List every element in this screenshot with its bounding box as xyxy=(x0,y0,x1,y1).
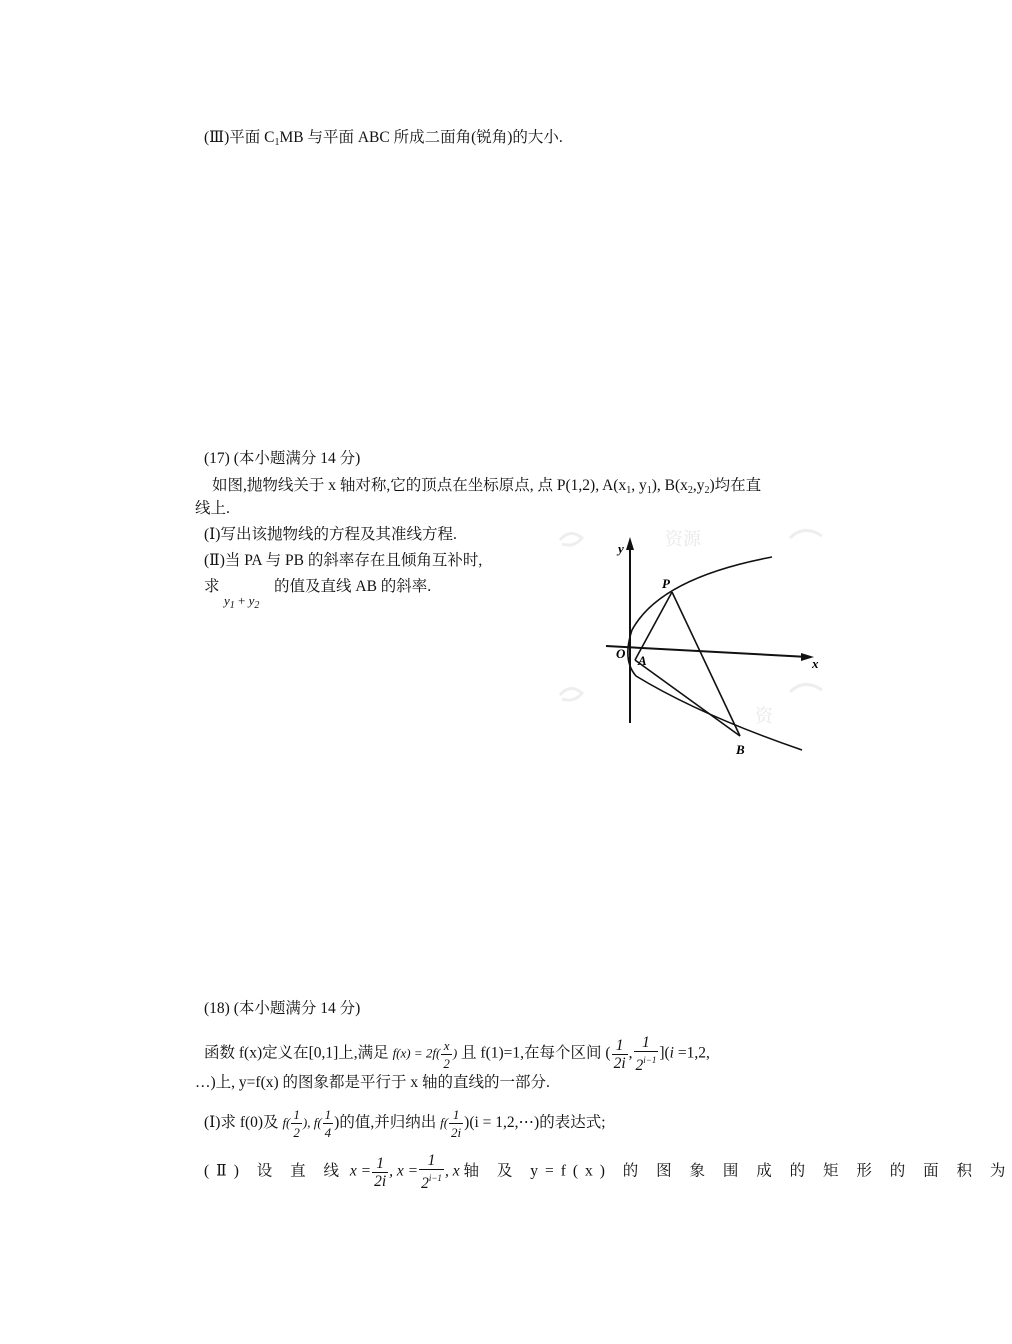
point-P-label: P xyxy=(662,576,670,591)
watermark-swirl xyxy=(560,533,582,545)
watermark-text: 资源 xyxy=(665,529,701,550)
point-A-label: A xyxy=(638,653,647,668)
q17-part1: (Ⅰ)写出该抛物线的方程及其准线方程. xyxy=(204,526,457,543)
q17-intro-line1: 如图,抛物线关于 x 轴对称,它的顶点在坐标原点, 点 P(1,2), $A(x_1$, $y_1$), $B(x_2,y_2)$均在直 xyxy=(212,477,762,496)
watermark-swirl xyxy=(560,688,582,700)
point-B-label: B xyxy=(736,742,745,757)
q17-header: (17) (本小题满分 14 分) xyxy=(204,450,361,467)
q18-part1: (Ⅰ)求 f(0)及 f( $\frac{1}{2}$ ), f( $\frac{1}{4}$ )的值,并归纳出 f( $\frac{1}{2i}$ )(i = 1,2,⋯)的表达式; xyxy=(204,1107,606,1140)
watermark-swirl xyxy=(790,530,822,538)
y-axis-arrow xyxy=(626,537,634,550)
line-AB xyxy=(635,660,740,736)
x-axis-label: x xyxy=(812,656,819,671)
q18-part2: (Ⅱ) 设 直 线 x = $\frac{1}{2i}$ , x = $\frac{1}{2^{i-1}}$ , x 轴 及 y=f(x) 的 图 象 围 成 的 矩 形 的 面 积 为 xyxy=(204,1152,1012,1192)
line-PB xyxy=(672,592,740,736)
watermark-swirl xyxy=(790,684,822,692)
q17-expression: $y_1 + y_2$ xyxy=(224,593,260,611)
q16-part3: (Ⅲ)平面 $C_1MB$ 与平面 ABC 所成二面角(锐角)的大小. xyxy=(204,129,563,148)
q18-line1: 函数 f(x)定义在[0,1]上,满足 f(x) = 2f( $\frac{x}{2}$ ) 且 f(1)=1,在每个区间 ( $\frac{1}{2i}$ , $\frac{1}{2^{i-1}}$ ](i =1,2, xyxy=(204,1034,710,1074)
y-axis-label: y xyxy=(618,541,624,556)
q17-intro-line2: 线上. xyxy=(195,500,230,517)
q17-part2: (Ⅱ)当 PA 与 PB 的斜率存在且倾角互补时, xyxy=(204,552,483,569)
q18-header: (18) (本小题满分 14 分) xyxy=(204,1000,361,1017)
q17-part2-question: 求 xyxy=(204,578,220,595)
q18-line2: …)上, y=f(x) 的图象都是平行于 x 轴的直线的一部分. xyxy=(195,1074,550,1091)
q17-part2-rest: 的值及直线 AB 的斜率. xyxy=(274,578,432,595)
x-axis xyxy=(606,646,808,657)
parabola-curve xyxy=(628,557,802,750)
parabola-figure xyxy=(540,510,880,770)
parabola-diagram xyxy=(540,510,880,770)
watermark-text-2: 资 xyxy=(755,706,773,727)
origin-label: O xyxy=(616,646,626,661)
